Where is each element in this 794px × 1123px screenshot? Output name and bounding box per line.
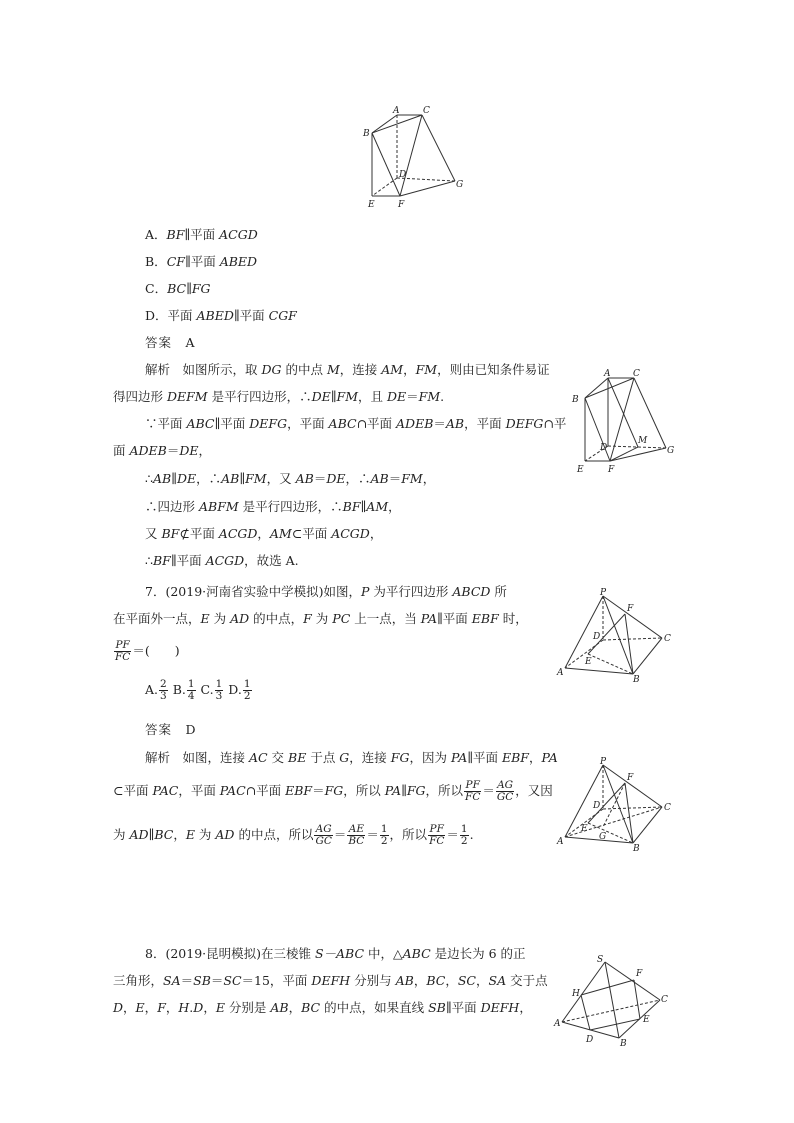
label-B: B: [633, 675, 640, 683]
solution-q7-line-3: 为 AD∥BC，E 为 AD 的中点，所以 $\frac{AG}{GC}$ ＝ $\frac{AE}{BC}$ ＝ $\frac{1}{2}$ ，所以 $\frac{PF}{FC}$ ＝ $\frac{1}{2}$ .: [113, 823, 474, 847]
question-8-line-1: 8．(2019·昆明模拟)在三棱锥 S－ABC 中，△ABC 是边长为 6 的正: [145, 946, 526, 961]
label-G: G: [667, 446, 675, 456]
label-D: D: [586, 1035, 594, 1045]
solution-q6-line-4: 面 ADEB＝DE，: [113, 443, 212, 458]
question-8-line-3: D，E，F，H.D，E 分别是 AB，BC 的中点，如果直线 SB∥平面 DEFH，: [113, 1000, 532, 1015]
label-D: D: [593, 632, 601, 642]
label-G: G: [456, 180, 464, 190]
solution-q7-line-2: ⊂平面 PAC，平面 PAC∩平面 EBF＝FG，所以 PA∥FG，所以 $\frac{PF}{FC}$ ＝ $\frac{AG}{GC}$ ，又因: [113, 779, 553, 803]
solution-q6-line-1: 解析 如图所示，取 DG 的中点 M，连接 AM，FM，则由已知条件易证: [145, 362, 550, 377]
solution-q6-line-3: ∵平面 ABC∥平面 DEFG，平面 ABC∩平面 ADEB＝AB，平面 DEFG∩平: [145, 416, 567, 431]
solution-q6-line-6: ∴四边形 ABFM 是平行四边形，∴BF∥AM，: [145, 499, 401, 514]
label-C: C: [661, 995, 668, 1005]
option-c: C．BC∥FG: [145, 281, 211, 296]
figure-3: [555, 588, 680, 683]
label-F: F: [608, 465, 615, 475]
figure-5: [552, 954, 677, 1049]
label-A: A: [554, 1019, 561, 1029]
label-P: P: [600, 588, 607, 598]
label-F: F: [627, 773, 634, 783]
label-P: P: [600, 757, 607, 767]
label-B: B: [620, 1039, 627, 1049]
label-G: G: [599, 832, 607, 842]
option-b: B．CF∥平面 ABED: [145, 254, 258, 269]
solution-q6-line-5: ∴AB∥DE，∴AB∥FM，又 AB＝DE，∴AB＝FM，: [145, 471, 436, 486]
label-D: D: [600, 443, 608, 453]
label-A: A: [557, 668, 564, 678]
question-7-line-3: $\frac{PF}{FC}$ ＝( ): [115, 639, 180, 663]
label-E: E: [577, 465, 584, 475]
label-H: H: [572, 989, 580, 999]
label-E: E: [585, 657, 592, 667]
solution-q7-line-1: 解析 如图，连接 AC 交 BE 于点 G，连接 FG，因为 PA∥平面 EBF，PA: [145, 750, 558, 765]
label-A: A: [393, 106, 400, 116]
label-F: F: [636, 969, 643, 979]
label-C: C: [423, 106, 430, 116]
question-8-line-2: 三角形，SA＝SB＝SC＝15，平面 DEFH 分别与 AB，BC，SC，SA 交于点: [113, 973, 548, 988]
question-7-line-2: 在平面外一点，E 为 AD 的中点，F 为 PC 上一点，当 PA∥平面 EBF 时，: [113, 611, 528, 626]
figure-1: [360, 103, 470, 211]
label-A: A: [604, 369, 611, 379]
label-D: D: [593, 801, 601, 811]
label-S: S: [597, 955, 604, 965]
label-C: C: [664, 803, 671, 813]
solution-q6-line-7: 又 BF⊄平面 ACGD，AM⊂平面 ACGD，: [145, 526, 383, 541]
question-7-line-1: 7．(2019·河南省实验中学模拟)如图，P 为平行四边形 ABCD 所: [145, 584, 507, 599]
label-D: D: [399, 170, 407, 180]
label-E: E: [368, 200, 375, 210]
label-F: F: [627, 604, 634, 614]
label-M: M: [638, 436, 648, 446]
solution-q6-line-8: ∴BF∥平面 ACGD，故选 A.: [145, 553, 299, 568]
label-B: B: [363, 129, 370, 139]
answer-q6: 答案 A: [145, 335, 196, 350]
label-E: E: [581, 824, 588, 834]
label-F: F: [398, 200, 405, 210]
label-E: E: [643, 1015, 650, 1025]
label-B: B: [633, 844, 640, 852]
label-B: B: [572, 395, 579, 405]
question-7-options: A. $\frac{2}{3}$ B. $\frac{1}{4}$ C. $\frac{1}{3}$ D. $\frac{1}{2}$: [145, 678, 251, 702]
option-d: D．平面 ABED∥平面 CGF: [145, 308, 297, 323]
label-A: A: [557, 837, 564, 847]
option-a: A．BF∥平面 ACGD: [145, 227, 258, 242]
figure-4: [555, 757, 680, 852]
answer-q7: 答案 D: [145, 722, 197, 737]
label-C: C: [664, 634, 671, 644]
solution-q6-line-2: 得四边形 DEFM 是平行四边形，∴DE∥FM，且 DE＝FM.: [113, 389, 445, 404]
figure-2: [568, 368, 678, 476]
label-C: C: [633, 369, 640, 379]
